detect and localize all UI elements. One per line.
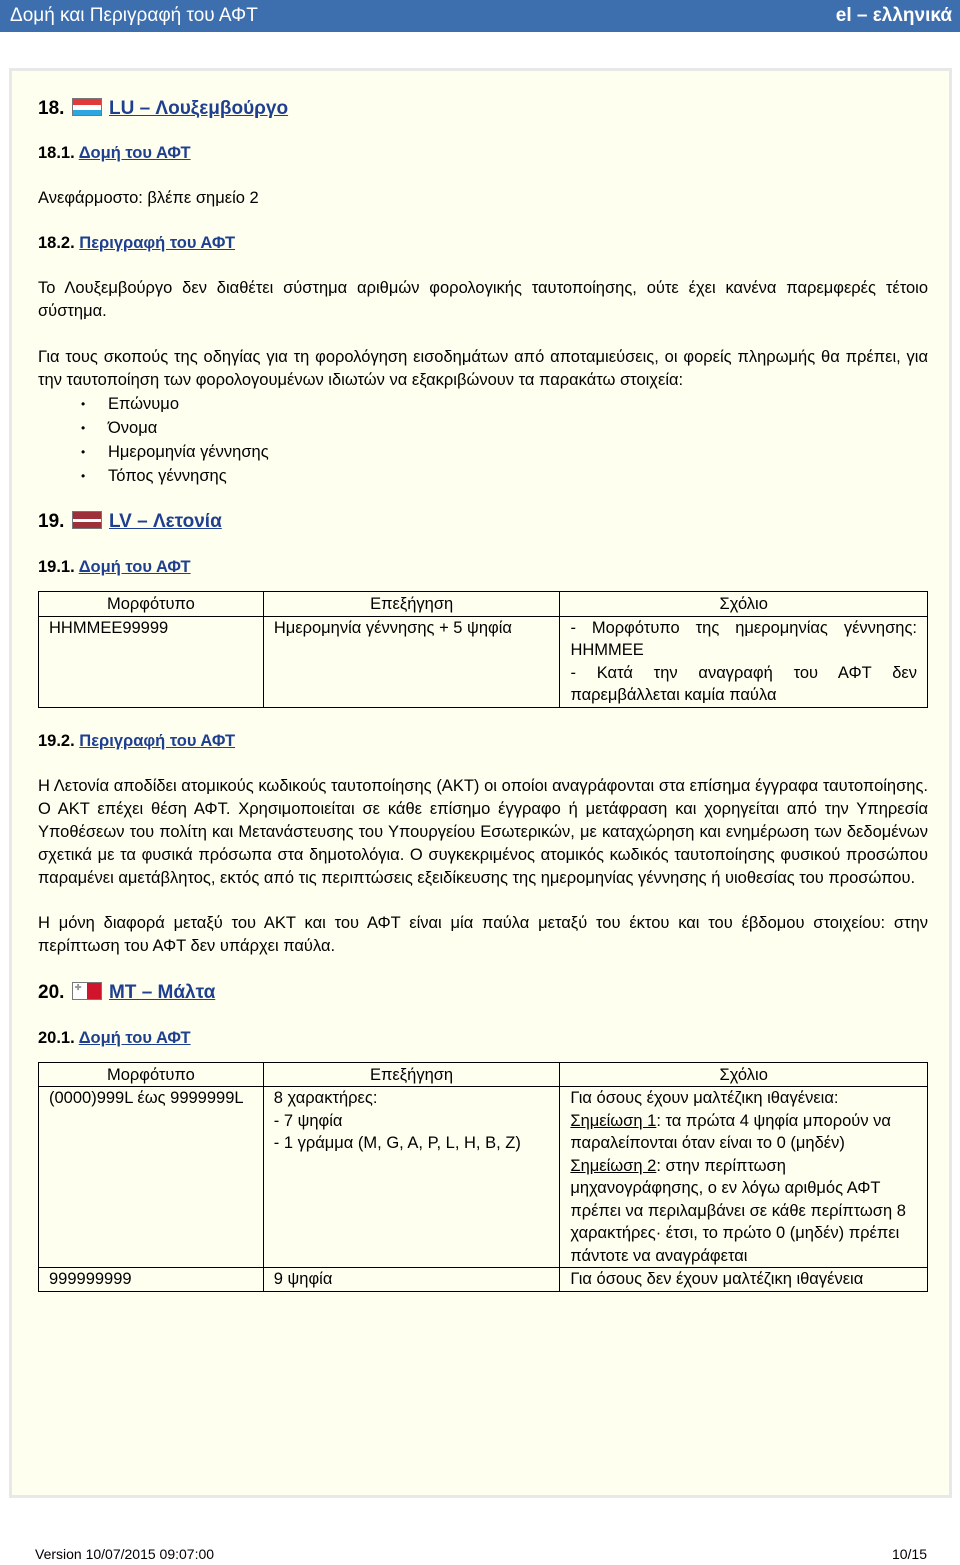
note-2-text: : στην περίπτωση μηχανογράφησης, ο εν λόγω αριθμός ΑΦΤ πρέπει να περιλαμβάνει σε κάθε περίπτωση 8 χαρακτήρες· έτσι, το πρώτο 0 (μηδέν) πρέπει πάντοτε να αναγράφεται <box>570 1156 906 1265</box>
explanation-line: 8 χαρακτήρες: <box>273 1089 378 1107</box>
note-1-text: : τα πρώτα 4 ψηφία μπορούν να παραλείπονται όταν είναι το 0 (μηδέν) <box>570 1111 891 1152</box>
lu-section-2-number: 18.2. <box>38 234 75 252</box>
lv-paragraph-1: Η Λετονία αποδίδει ατομικούς κωδικούς ταυτοποίησης (ΑΚΤ) οι οποίοι αναγράφονται στα επίσημα έγγραφα ταυτοποίησης. Ο ΑΚΤ επέχει θέση ΑΦΤ. Χρησιμοποιείται σε κάθε επίσημο έγγραφο ή μετάφραση και χορηγείται από την Υπηρεσία Υποθέσεων του πολίτη και Μετανάστευσης του Υπουργείου Εσωτερικών, με καταχώρηση και ενημέρωση των δεδομένων σχετικά με τα φυσικά πρόσωπα στα δημοτολόγια. Ο συγκεκριμένος ατομικός κωδικός ταυτοποίησης φυσικού προσώπου παραμένει αμετάβλητος, εκτός από τις περιπτώσεις εξειδίκευσης της ημερομηνίας γέννησης ή υιοθεσίας του προσώπου. <box>38 776 928 887</box>
page-header <box>0 0 960 32</box>
lv-section-1-number: 19.1. <box>38 558 75 576</box>
lv-section-2-number: 19.2. <box>38 731 75 750</box>
table-row <box>39 1087 928 1268</box>
list-item: • Όνομα <box>108 416 928 440</box>
explanation-line: - 7 ψηφία <box>273 1111 343 1130</box>
table-header-cell: Μορφότυπο <box>39 592 264 617</box>
page-footer <box>35 1546 927 1562</box>
header-language: el – ελληνικά <box>835 5 952 26</box>
table-cell-explanation: 9 ψηφία <box>263 1268 560 1292</box>
lu-section-2-link[interactable]: Περιγραφή του ΑΦΤ <box>79 234 236 252</box>
list-item: • Τόπος γέννησης <box>108 464 928 488</box>
table-cell-format: ΗΗΜΜΕΕ99999 <box>39 616 264 707</box>
footer-version: Version 10/07/2015 09:07:00 <box>35 1546 215 1562</box>
table-cell-explanation <box>263 1087 560 1268</box>
table-header-cell: Σχόλιο <box>560 1062 928 1087</box>
table-header-cell: Επεξήγηση <box>263 1062 560 1087</box>
table-header-row <box>39 1062 928 1087</box>
lv-paragraph-2: Η μόνη διαφορά μεταξύ του ΑΚΤ και του ΑΦΤ είναι μία παύλα μεταξύ του έκτου και του έβδομου στοιχείου: στην περίπτωση του ΑΦΤ δεν υπάρχει παύλα. <box>38 913 928 955</box>
mt-format-table <box>38 1062 928 1292</box>
table-header-row <box>39 592 928 617</box>
list-item: • Επώνυμο <box>108 392 928 416</box>
comment-note-2 <box>570 1155 917 1268</box>
table-header-cell: Σχόλιο <box>560 592 928 617</box>
lu-title-link[interactable]: LU – Λουξεμβούργο <box>108 98 289 119</box>
table-header-cell: Μορφότυπο <box>39 1062 264 1087</box>
mt-section-1-heading <box>38 1027 928 1050</box>
table-cell-comment <box>560 1087 928 1268</box>
lu-bullet-list <box>38 392 928 488</box>
lu-section-1-heading <box>38 142 928 165</box>
document-frame <box>9 68 952 1498</box>
comment-note-1 <box>570 1110 917 1155</box>
lu-section-1-text: Ανεφάρμοστο: βλέπε σημείο 2 <box>38 189 259 207</box>
lu-section-1-link[interactable]: Δομή του ΑΦΤ <box>78 144 191 162</box>
document-content <box>38 93 928 1292</box>
lv-heading <box>38 510 928 534</box>
table-cell-comment <box>560 616 928 707</box>
note-1-label: Σημείωση 1 <box>570 1111 657 1130</box>
mt-section-1-link[interactable]: Δομή του ΑΦΤ <box>78 1028 191 1047</box>
lv-number: 19. <box>38 511 65 532</box>
table-row <box>39 616 928 707</box>
comment-line: - Κατά την αναγραφή του ΑΦΤ δεν παρεμβάλλεται καμία παύλα <box>570 663 917 704</box>
footer-page-number: 10/15 <box>891 1546 927 1562</box>
header-title: Δομή και Περιγραφή του ΑΦΤ <box>10 5 258 26</box>
explanation-line: - 1 γράμμα (M, G, A, P, L, H, B, Z) <box>273 1134 521 1152</box>
lu-paragraph-1: Το Λουξεμβούργο δεν διαθέτει σύστημα αριθμών φορολογικής ταυτοποίησης, ούτε έχει κανένα παρεμφερές τέτοιο σύστημα. <box>38 279 928 320</box>
list-item: • Ημερομηνία γέννησης <box>108 440 928 464</box>
lu-section-2-heading <box>38 232 928 255</box>
note-2-label: Σημείωση 2 <box>570 1156 657 1175</box>
mt-title-link[interactable]: MT – Μάλτα <box>108 981 216 1003</box>
lv-section-2-heading <box>38 730 928 753</box>
lv-section-1-link[interactable]: Δομή του ΑΦΤ <box>78 558 191 576</box>
table-row <box>39 1268 928 1292</box>
latvia-flag-icon <box>72 511 102 529</box>
lv-format-table <box>38 591 928 708</box>
table-cell-comment: Για όσους δεν έχουν μαλτέζικη ιθαγένεια <box>560 1268 928 1292</box>
mt-number: 20. <box>38 981 65 1003</box>
lv-section-1-heading <box>38 556 928 579</box>
table-cell-explanation: Ημερομηνία γέννησης + 5 ψηφία <box>263 616 560 707</box>
lu-paragraph-2: Για τους σκοπούς της οδηγίας για τη φορολόγηση εισοδημάτων από αποταμιεύσεις, οι φορείς πληρωμής θα πρέπει, για την ταυτοποίηση των φορολογουμένων ιδιωτών να εξακριβώνουν τα παρακάτω στοιχεία: <box>38 348 928 389</box>
lv-title-link[interactable]: LV – Λετονία <box>108 511 222 532</box>
table-cell-format: (0000)999L έως 9999999L <box>39 1087 264 1268</box>
table-header-cell: Επεξήγηση <box>263 592 560 617</box>
lv-section-2-link[interactable]: Περιγραφή του ΑΦΤ <box>79 731 236 750</box>
mt-section-1-number: 20.1. <box>38 1028 75 1047</box>
comment-intro: Για όσους έχουν μαλτέζικη ιθαγένεια: <box>570 1089 839 1107</box>
comment-line: - Μορφότυπο της ημερομηνίας γέννησης: ΗΗΜΜΕΕ <box>570 618 917 659</box>
lu-section-1-number: 18.1. <box>38 144 75 162</box>
lu-number: 18. <box>38 98 65 119</box>
malta-flag-icon: ✚ <box>72 982 102 1000</box>
mt-heading <box>38 981 928 1005</box>
luxembourg-flag-icon <box>72 98 102 116</box>
lu-heading <box>38 97 928 121</box>
table-cell-format: 999999999 <box>39 1268 264 1292</box>
